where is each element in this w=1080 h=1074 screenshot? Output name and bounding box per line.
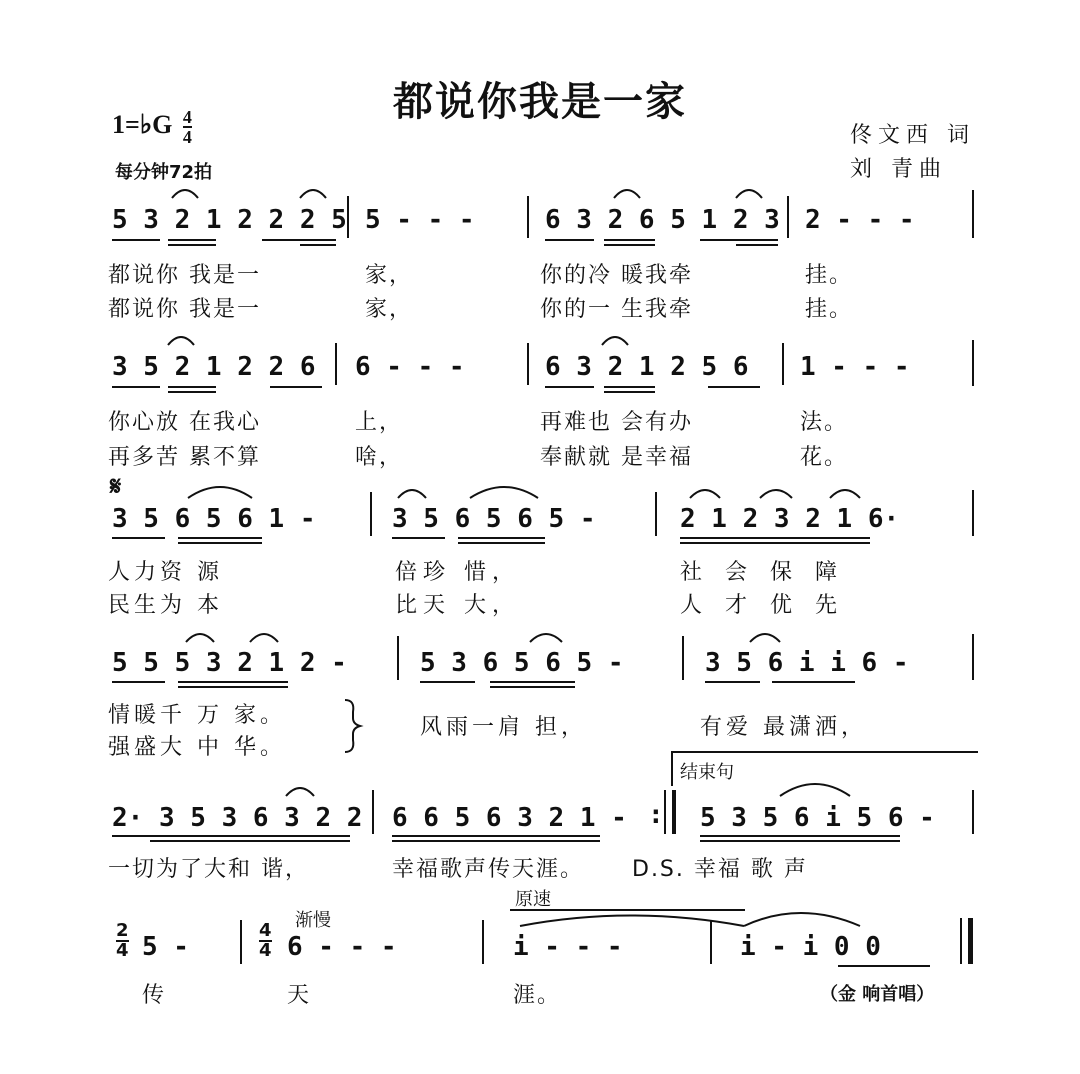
lyric: 倍珍 惜， xyxy=(395,560,520,585)
lyric: 你的冷 暖我牵 xyxy=(540,263,693,288)
lyric: 传 xyxy=(142,983,167,1008)
measure-3-1: 3 5 6 5 6 1 - xyxy=(112,504,316,534)
slur xyxy=(760,490,792,498)
lyric: 强盛大 中 华。 xyxy=(108,735,286,760)
slur xyxy=(602,337,628,345)
lyric: 社 会 保 障 xyxy=(680,560,845,585)
measure-4-2: 5 3 6 5 6 5 - xyxy=(420,648,624,678)
lyric: 挂。 xyxy=(805,263,854,288)
slur xyxy=(250,634,278,642)
slur xyxy=(750,634,780,642)
measure-1-3: 6 3 2 6 5 1 2 3 xyxy=(545,205,780,235)
composer-credit: 刘 青曲 xyxy=(850,157,947,182)
measure-5-1: 2· 3 5 3 6 3 2 2 xyxy=(112,803,363,833)
key-label: 1=♭G xyxy=(112,109,173,139)
slur xyxy=(172,190,198,198)
measure-4-3: 3 5 6 i i 6 - xyxy=(705,648,909,678)
measure-2-4: 1 - - - xyxy=(800,352,910,382)
slur xyxy=(186,634,214,642)
lyric: 奉献就 是幸福 xyxy=(540,445,693,470)
slur xyxy=(398,490,426,498)
a-tempo-marking: 原速 xyxy=(515,889,551,910)
measure-1-2: 5 - - - xyxy=(365,205,475,235)
lyric: 都说你 我是一 xyxy=(108,297,261,322)
tie xyxy=(520,916,744,927)
page-title: 都说你我是一家 xyxy=(393,79,687,125)
meter-numerator: 2 xyxy=(116,920,129,941)
slur xyxy=(690,490,720,498)
measure-6-2: 6 - - - xyxy=(287,932,397,962)
lyric: 啥， xyxy=(355,445,404,470)
lyric: 法。 xyxy=(800,410,849,435)
measure-2-2: 6 - - - xyxy=(355,352,465,382)
lyric: 人力资 源 xyxy=(108,560,223,585)
lyric: D.S. 幸福 歌 声 xyxy=(632,857,808,882)
lyric: 人 才 优 先 xyxy=(680,593,845,618)
lyric: 挂。 xyxy=(805,297,854,322)
measure-3-3: 2 1 2 3 2 1 6· xyxy=(680,504,900,534)
slur xyxy=(188,487,252,498)
meter-denominator: 4 xyxy=(116,940,129,961)
slur xyxy=(614,190,640,198)
measure-1-4: 2 - - - xyxy=(805,205,915,235)
meter-denominator: 4 xyxy=(259,940,272,961)
ritardando-marking: 渐慢 xyxy=(295,910,331,931)
lyric-brace xyxy=(345,700,360,752)
lyric: 民生为 本 xyxy=(108,593,223,618)
lyric: 风雨一肩 担， xyxy=(420,715,587,740)
slur xyxy=(830,490,860,498)
measure-5-3: 5 3 5 6 i 5 6 - xyxy=(700,803,935,833)
slur xyxy=(168,337,194,345)
lyric: 上， xyxy=(355,410,404,435)
measure-2-3: 6 3 2 1 2 5 6 xyxy=(545,352,749,382)
slur xyxy=(300,190,326,198)
slur xyxy=(780,784,850,796)
segno-icon: 𝄋 xyxy=(110,472,122,502)
slur xyxy=(470,487,538,498)
measure-5-2: 6 6 5 6 3 2 1 - xyxy=(392,803,627,833)
measure-2-1: 3 5 2 1 2 2 6 xyxy=(112,352,316,382)
lyric: 情暖千 万 家。 xyxy=(108,703,286,728)
slur xyxy=(286,788,314,796)
lyric: 涯。 xyxy=(513,983,562,1008)
lyric: 比天 大， xyxy=(395,593,520,618)
repeat-dots: : xyxy=(648,800,664,830)
lyric: 一切为了大和 谐， xyxy=(108,857,309,882)
lyric: 有爱 最潇洒， xyxy=(700,715,867,740)
lyric: 都说你 我是一 xyxy=(108,263,261,288)
ending-label: 结束句 xyxy=(680,762,734,783)
slur xyxy=(736,190,762,198)
lyric: 再多苦 累不算 xyxy=(108,445,261,470)
lyric: 家， xyxy=(365,297,414,322)
lyric: 再难也 会有办 xyxy=(540,410,693,435)
meter-denominator: 4 xyxy=(182,127,192,147)
measure-6-4: i - i 0 0 xyxy=(740,932,881,962)
singer-credit: （金 响首唱） xyxy=(820,984,935,1005)
lyric: 幸福歌声传天涯。 xyxy=(392,857,585,882)
lyric: 你的一 生我牵 xyxy=(540,297,693,322)
meter-numerator: 4 xyxy=(259,920,272,941)
lyric: 花。 xyxy=(800,445,849,470)
lyric: 你心放 在我心 xyxy=(108,410,261,435)
measure-6-1: 5 - xyxy=(142,932,189,962)
slur xyxy=(744,913,860,926)
ending-bracket xyxy=(672,752,978,786)
measure-4-1: 5 5 5 3 2 1 2 - xyxy=(112,648,347,678)
slur xyxy=(530,634,562,642)
meter-numerator: 4 xyxy=(182,107,192,127)
lyricist-credit: 佟文西 词 xyxy=(850,123,975,148)
lyric: 家， xyxy=(365,263,414,288)
tempo-marking: 每分钟72拍 xyxy=(115,162,213,183)
measure-3-2: 3 5 6 5 6 5 - xyxy=(392,504,596,534)
lyric: 天 xyxy=(287,983,312,1008)
measure-1-1: 5 3 2 1 2 2 2 5 xyxy=(112,205,347,235)
measure-6-3: i - - - xyxy=(513,932,623,962)
